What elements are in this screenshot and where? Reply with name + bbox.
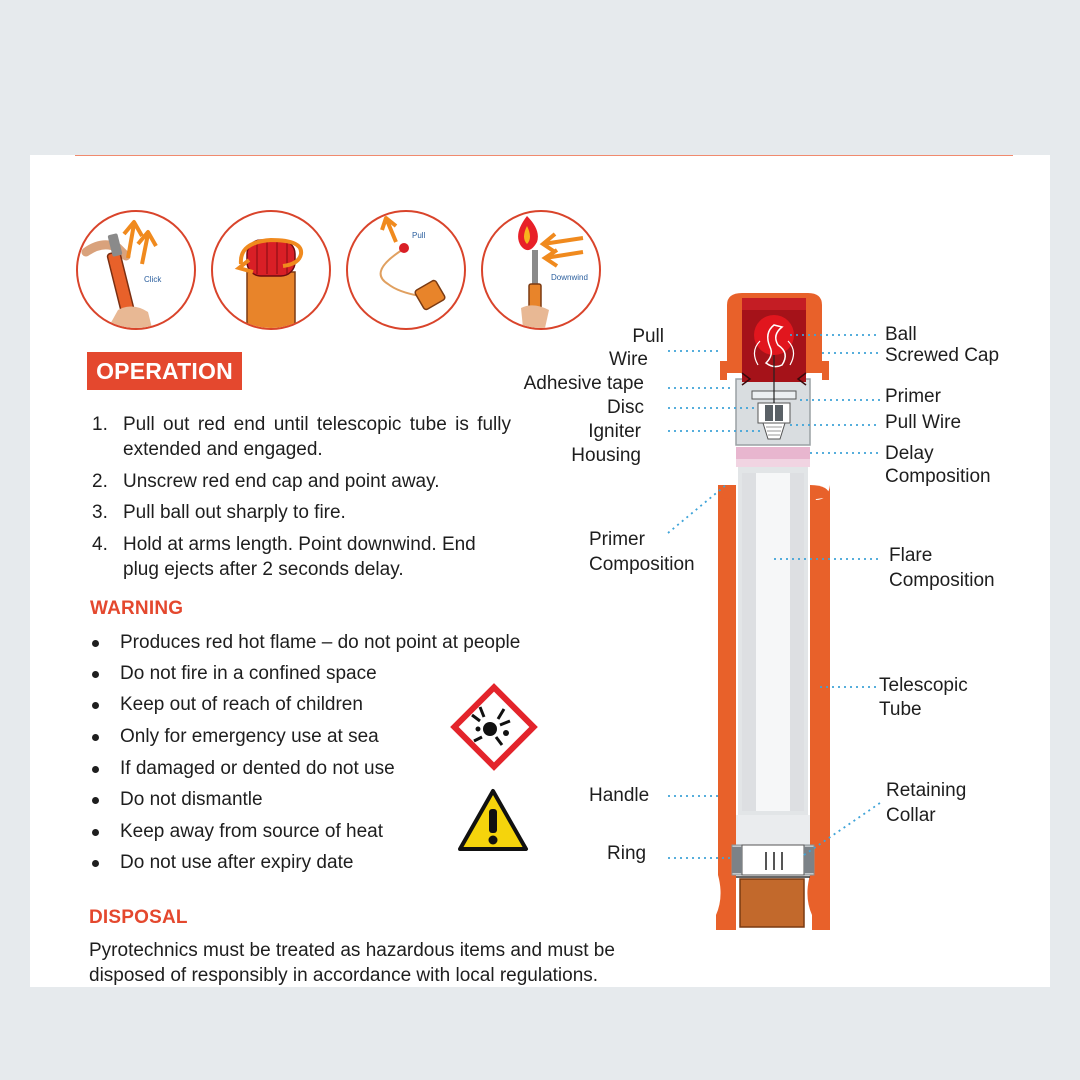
label-flare-composition-1: Flare — [889, 545, 933, 566]
icon-click-text: Click — [144, 275, 162, 284]
warning-heading: WARNING — [90, 598, 184, 619]
label-igniter: Igniter — [588, 421, 641, 442]
label-telescopic-tube-1: Telescopic — [879, 675, 968, 696]
step-text: Hold at arms length. Point downwind. End plug ejects after 2 seconds delay. — [123, 534, 476, 580]
label-delay-composition-2: Composition — [885, 466, 991, 487]
label-primer-composition-2: Composition — [589, 554, 695, 575]
label-ring: Ring — [607, 843, 647, 864]
label-housing: Housing — [571, 445, 641, 466]
label-primer: Primer — [885, 386, 941, 407]
label-delay-composition-1: Delay — [885, 443, 934, 464]
icon-pull-text: Pull — [412, 231, 426, 240]
step-number: 2. — [92, 471, 108, 492]
step-number: 1. — [92, 414, 108, 435]
operation-heading: OPERATION — [87, 352, 242, 390]
label-primer-composition-1: Primer — [589, 529, 645, 550]
label-retaining-collar-1: Retaining — [886, 780, 967, 801]
label-ball: Ball — [885, 324, 917, 345]
step-number: 3. — [92, 502, 108, 523]
label-handle: Handle — [589, 785, 650, 806]
label-pull-wire-left-2: Wire — [608, 349, 648, 370]
label-pull-wire-left-1: Pull — [632, 326, 664, 347]
label-pull-wire-right: Pull Wire — [885, 412, 962, 433]
icon-downwind-text: Downwind — [551, 273, 588, 282]
label-flare-composition-2: Composition — [889, 570, 995, 591]
disposal-text: Pyrotechnics must be treated as hazardous items and must be disposed of responsibly in accordance with local regulations. — [89, 940, 615, 986]
instruction-card: Click Pull Downwind OPERATION 1. Pull out red end until telescopic tube is fully extended and engaged. 2. Unscrew red end cap and point away. 3. Pull ball out sharply to fire. 4. Hold at arms length. Point downwind. End plug ejects after 2 seconds delay. WARNING Produces red hot flame – do not point at people Do not fire in a confined space Keep out of reach of children Only for emergency use at sea If damaged or dented do not use Do not dismantle Keep away from source of heat Do not use after expiry date DISPOSAL Pyrotechnics must be treated as hazardous items and must be disposed of responsibly in accordance with local regulations. Pull Wire Adhesive tape Disc Igniter Housing Primer Composition Handle Ring Ball Screwed Cap Primer Pull Wire Delay Composition Flare Composition Telescopic Tube Retaining Collar — [30, 155, 1050, 987]
label-telescopic-tube-2: Tube — [879, 699, 922, 720]
step-number: 4. — [92, 534, 108, 555]
label-disc: Disc — [607, 397, 644, 418]
step-text: Pull out red end until telescopic tube is fully extended and engaged. — [123, 414, 511, 460]
label-screwed-cap: Screwed Cap — [885, 345, 1000, 366]
label-adhesive-tape: Adhesive tape — [523, 373, 644, 394]
step-text: Unscrew red end cap and point away. — [123, 471, 440, 492]
step-text: Pull ball out sharply to fire. — [123, 502, 346, 523]
disposal-heading: DISPOSAL — [89, 907, 188, 928]
label-retaining-collar-2: Collar — [886, 805, 936, 826]
